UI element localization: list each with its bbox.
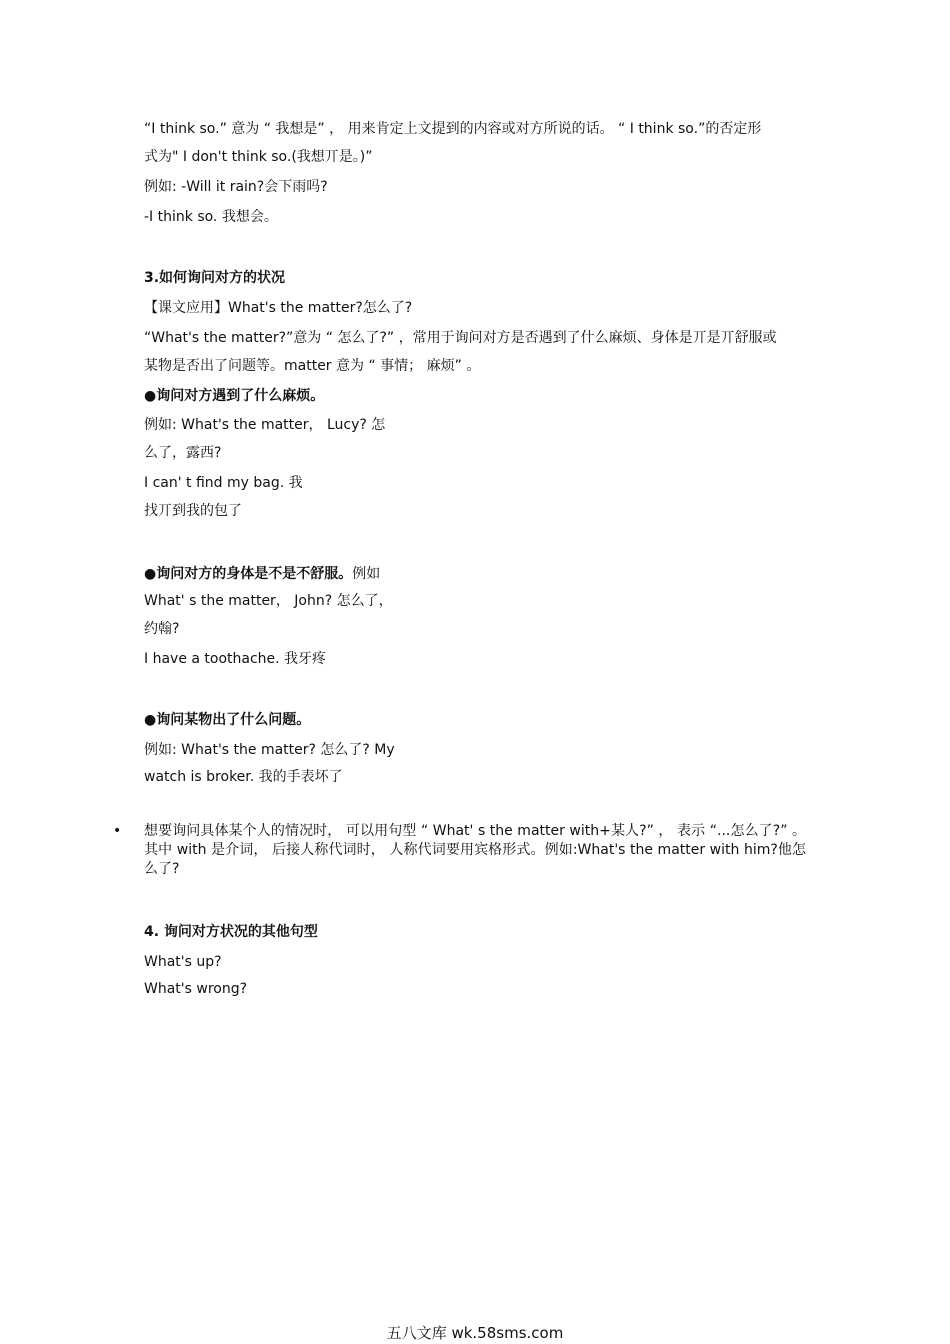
- example-answer: -I think so. 我想会。: [144, 209, 278, 225]
- trouble-example-line2: 么了，露西?: [144, 445, 222, 461]
- subheading-trouble: ●询问对方遇到了什么麻烦。: [144, 388, 325, 404]
- think-so-explanation-line2: 式为" I don't think so.(我想丌是。)”: [144, 149, 373, 165]
- trouble-example-line4: 找丌到我的包了: [144, 503, 242, 519]
- bullet-marker: •: [113, 823, 122, 839]
- subheading-health: [144, 564, 380, 584]
- footer-watermark: 五八文库 wk.58sms.com: [386, 1324, 564, 1342]
- matter-explanation-line1: “What's the matter?”意为 “ 怎么了?” ，常用于询问对方是否遇到了什么麻烦、身体是丌是丌舒服或: [144, 330, 777, 346]
- think-so-explanation-line1: “I think so.” 意为 “ 我想是” ， 用来肯定上文提到的内容或对方所说的话。 “ I think so.”的否定形: [144, 121, 762, 137]
- subheading-object: ●询问某物出了什么问题。: [144, 712, 311, 728]
- trouble-example-line3: I can' t find my bag. 我: [144, 475, 303, 491]
- subheading-health-tail: 例如: [352, 566, 381, 582]
- health-example-line1: What' s the matter， John? 怎么了，: [144, 593, 393, 609]
- section4-heading: 4. 询问对方状况的其他句型: [144, 924, 318, 940]
- object-example-line2: watch is broker. 我的手表坏了: [144, 769, 343, 785]
- lesson-application-line: 【课文应用】What's the matter?怎么了?: [144, 300, 413, 316]
- matter-explanation-line2: 某物是否出了问题等。matter 意为 “ 事情； 麻烦” 。: [144, 358, 481, 374]
- object-example-line1: 例如: What's the matter? 怎么了? My: [144, 742, 395, 758]
- alternative-phrase-1: What's up?: [144, 954, 222, 970]
- alternative-phrase-2: What's wrong?: [144, 981, 248, 997]
- health-example-line3: I have a toothache. 我牙疼: [144, 651, 327, 667]
- section3-heading: 3.如何询问对方的状况: [144, 270, 286, 286]
- trouble-example-line1: 例如: What's the matter， Lucy? 怎: [144, 417, 386, 433]
- health-example-line2: 约翰?: [144, 621, 180, 637]
- subheading-health-title: ●询问对方的身体是不是不舒服。: [144, 566, 353, 582]
- matter-with-note: 想要询问具体某个人的情况时， 可以用句型 “ What' s the matter with+某人?” ， 表示 “...怎么了?” 。其中 with 是介词， 后接人称代词时， 人称代词要用宾格形式。例如:What's the matter with him?他怎么了?: [144, 823, 806, 877]
- example-question: 例如: -Will it rain?会下雨吗?: [144, 179, 328, 195]
